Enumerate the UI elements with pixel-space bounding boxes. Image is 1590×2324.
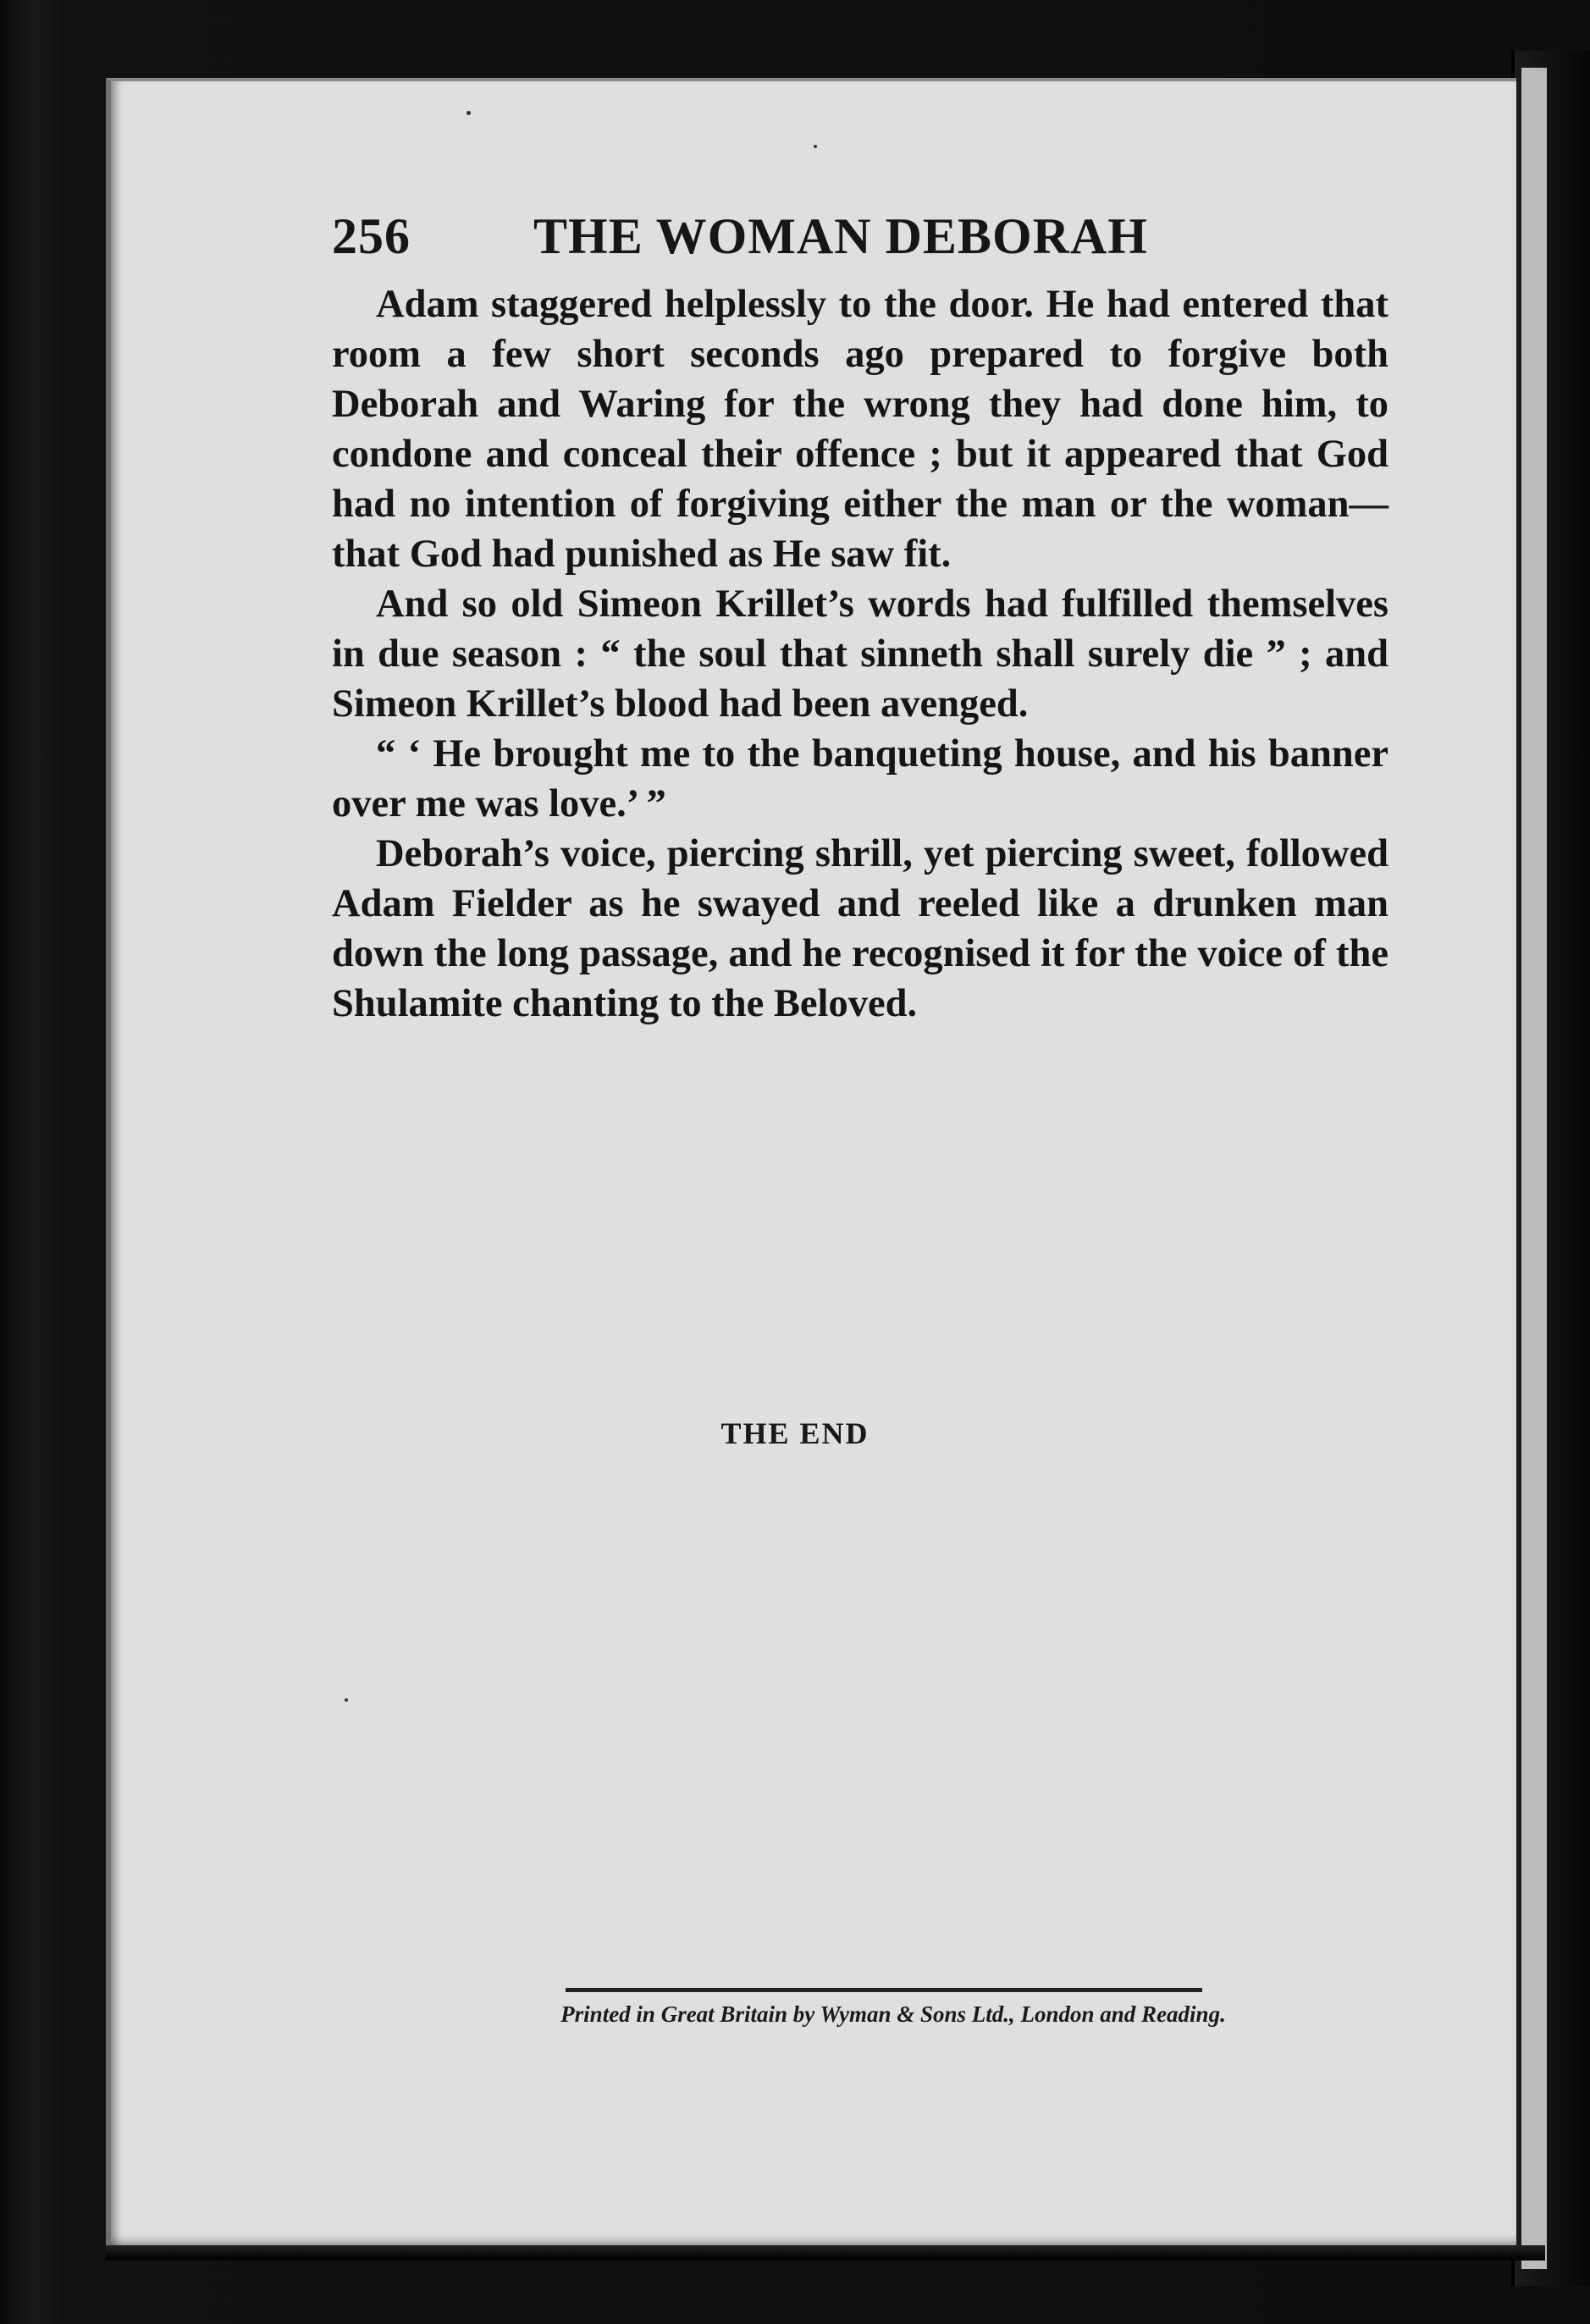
running-title: THE WOMAN DEBORAH <box>533 208 1148 264</box>
paragraph: “ ‘ He brought me to the banqueting house, and his banner over me was love.’ ” <box>332 732 1388 825</box>
page-bottom-shadow <box>106 2245 1545 2261</box>
paragraph: Adam staggered helplessly to the door. He had entered that room a few short seconds ago prepared to forgive both Deborah and Waring for the wrong they had done him, to condone and conceal their offence ; but it appeared that God had no intention of forgiving either the man or the woman—that God had punished as He saw fit. <box>332 283 1388 576</box>
the-end-marker: THE END <box>720 1416 870 1450</box>
printer-imprint: Printed in Great Britain by Wyman & Sons Ltd., London and Reading. <box>560 2001 1226 2027</box>
paragraph: And so old Simeon Krillet’s words had fulfilled themselves in due season : “ the soul that sinneth shall surely die ” ; and Simeon Krillet’s blood had been avenged. <box>332 582 1388 726</box>
page-number: 256 <box>332 208 411 264</box>
scan-speck <box>345 1698 348 1702</box>
page-header <box>332 207 1390 267</box>
body-text <box>332 279 1388 1029</box>
scan-speck <box>467 111 471 115</box>
paragraph: Deborah’s voice, piercing shrill, yet piercing sweet, followed Adam Fielder as he swayed and reeled like a drunken man down the long passage, and he recognised it for the voice of the Shulamite chanting to the Beloved. <box>332 832 1388 1025</box>
scan-speck <box>814 145 817 148</box>
colophon-rule <box>566 1988 1202 1992</box>
facing-page-edge <box>1511 51 1590 2286</box>
